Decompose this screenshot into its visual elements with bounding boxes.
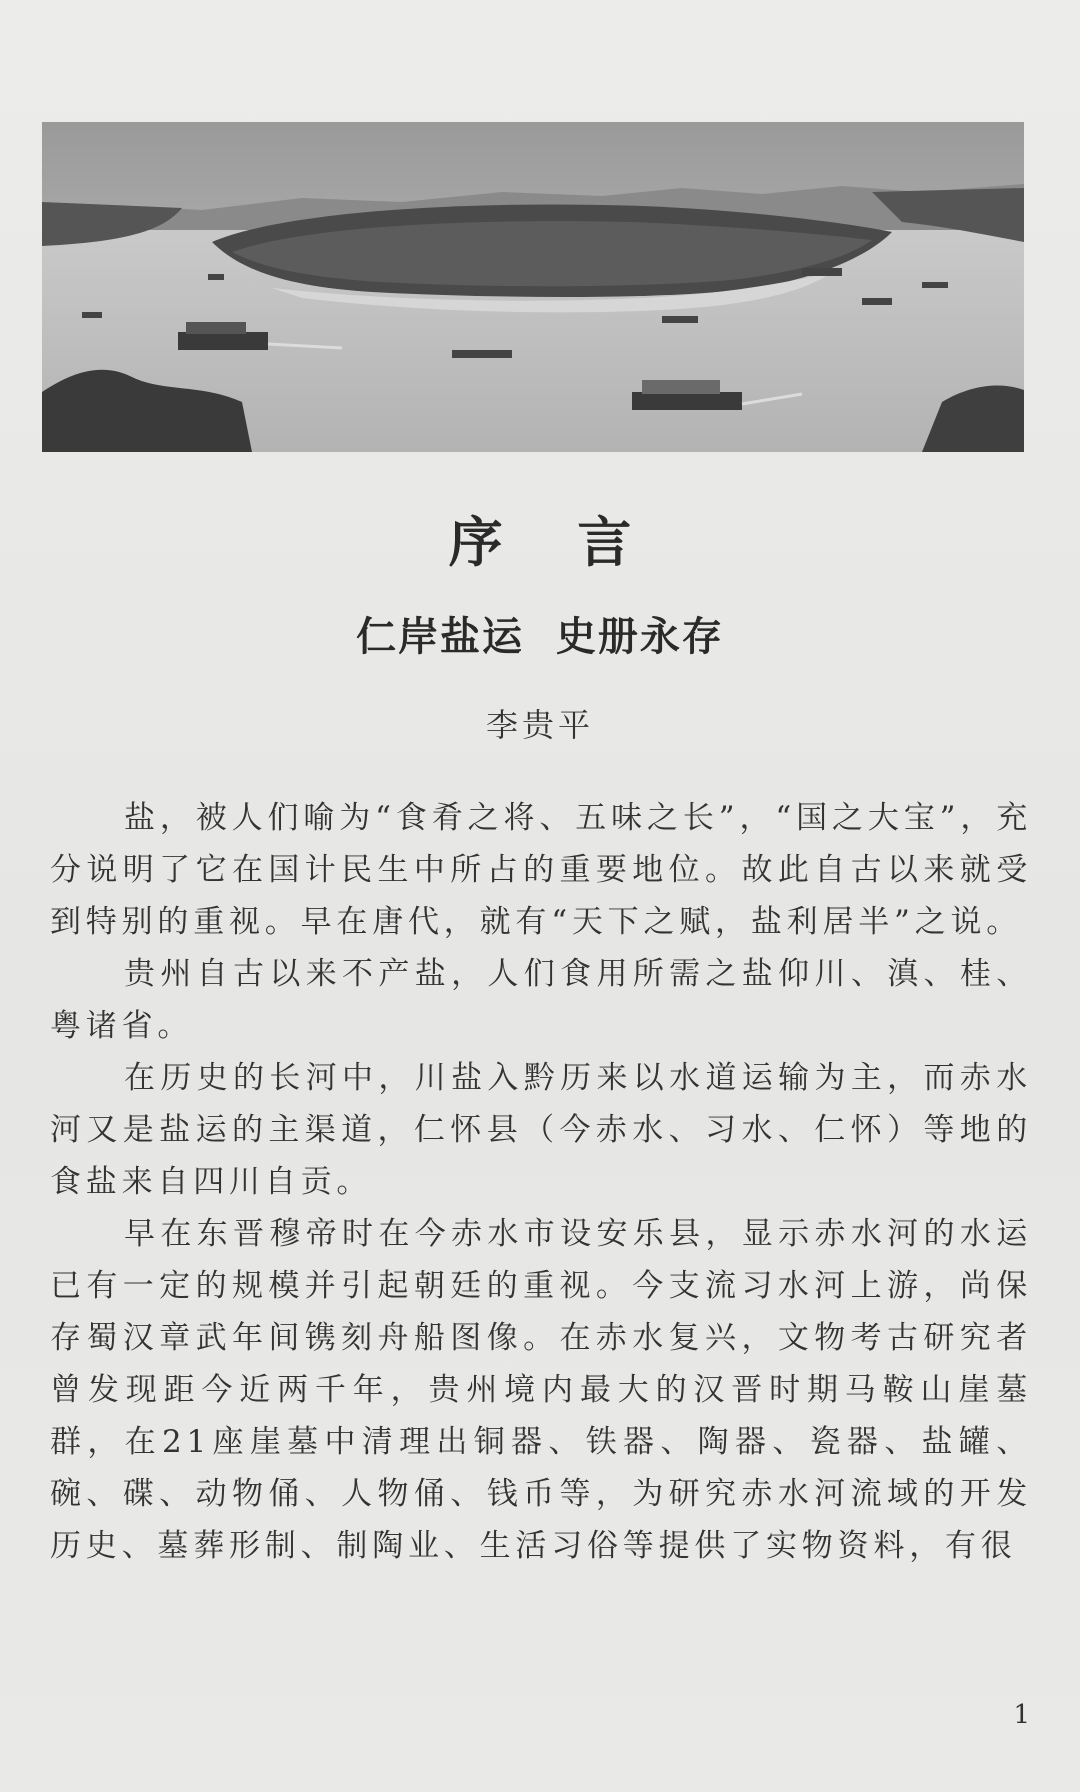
page-subtitle: 仁岸盐运 史册永存 xyxy=(356,614,724,660)
author-name: 李贵平 xyxy=(485,706,594,744)
body-text xyxy=(50,792,1032,1572)
river-town-photo xyxy=(42,122,1024,452)
river-town-photo-icon xyxy=(42,122,1024,452)
page-title: 序 言 xyxy=(448,511,660,574)
paragraph: 早在东晋穆帝时在今赤水市设安乐县，显示赤水河的水运已有一定的规模并引起朝廷的重视。今支流习水河上游，尚保存蜀汉章武年间镌刻舟船图像。在赤水复兴，文物考古研究者曾发现距今近两千年，贵州境内最大的汉晋时期马鞍山崖墓群，在21座崖墓中清理出铜器、铁器、陶器、瓷器、盐罐、碗、碟、动物俑、人物俑、钱币等，为研究赤水河流域的开发历史、墓葬形制、制陶业、生活习俗等提供了实物资料，有很 xyxy=(50,1216,1032,1564)
paragraph: 在历史的长河中，川盐入黔历来以水道运输为主，而赤水河又是盐运的主渠道，仁怀县（今赤水、习水、仁怀）等地的食盐来自四川自贡。 xyxy=(50,1060,1032,1200)
paragraph: 盐，被人们喻为“食肴之将、五味之长”，“国之大宝”，充分说明了它在国计民生中所占的重要地位。故此自古以来就受到特别的重视。早在唐代，就有“天下之赋，盐利居半”之说。 xyxy=(50,800,1032,940)
page-number: 1 xyxy=(1013,1700,1030,1730)
paragraph: 贵州自古以来不产盐，人们食用所需之盐仰川、滇、桂、粤诸省。 xyxy=(50,956,1032,1044)
